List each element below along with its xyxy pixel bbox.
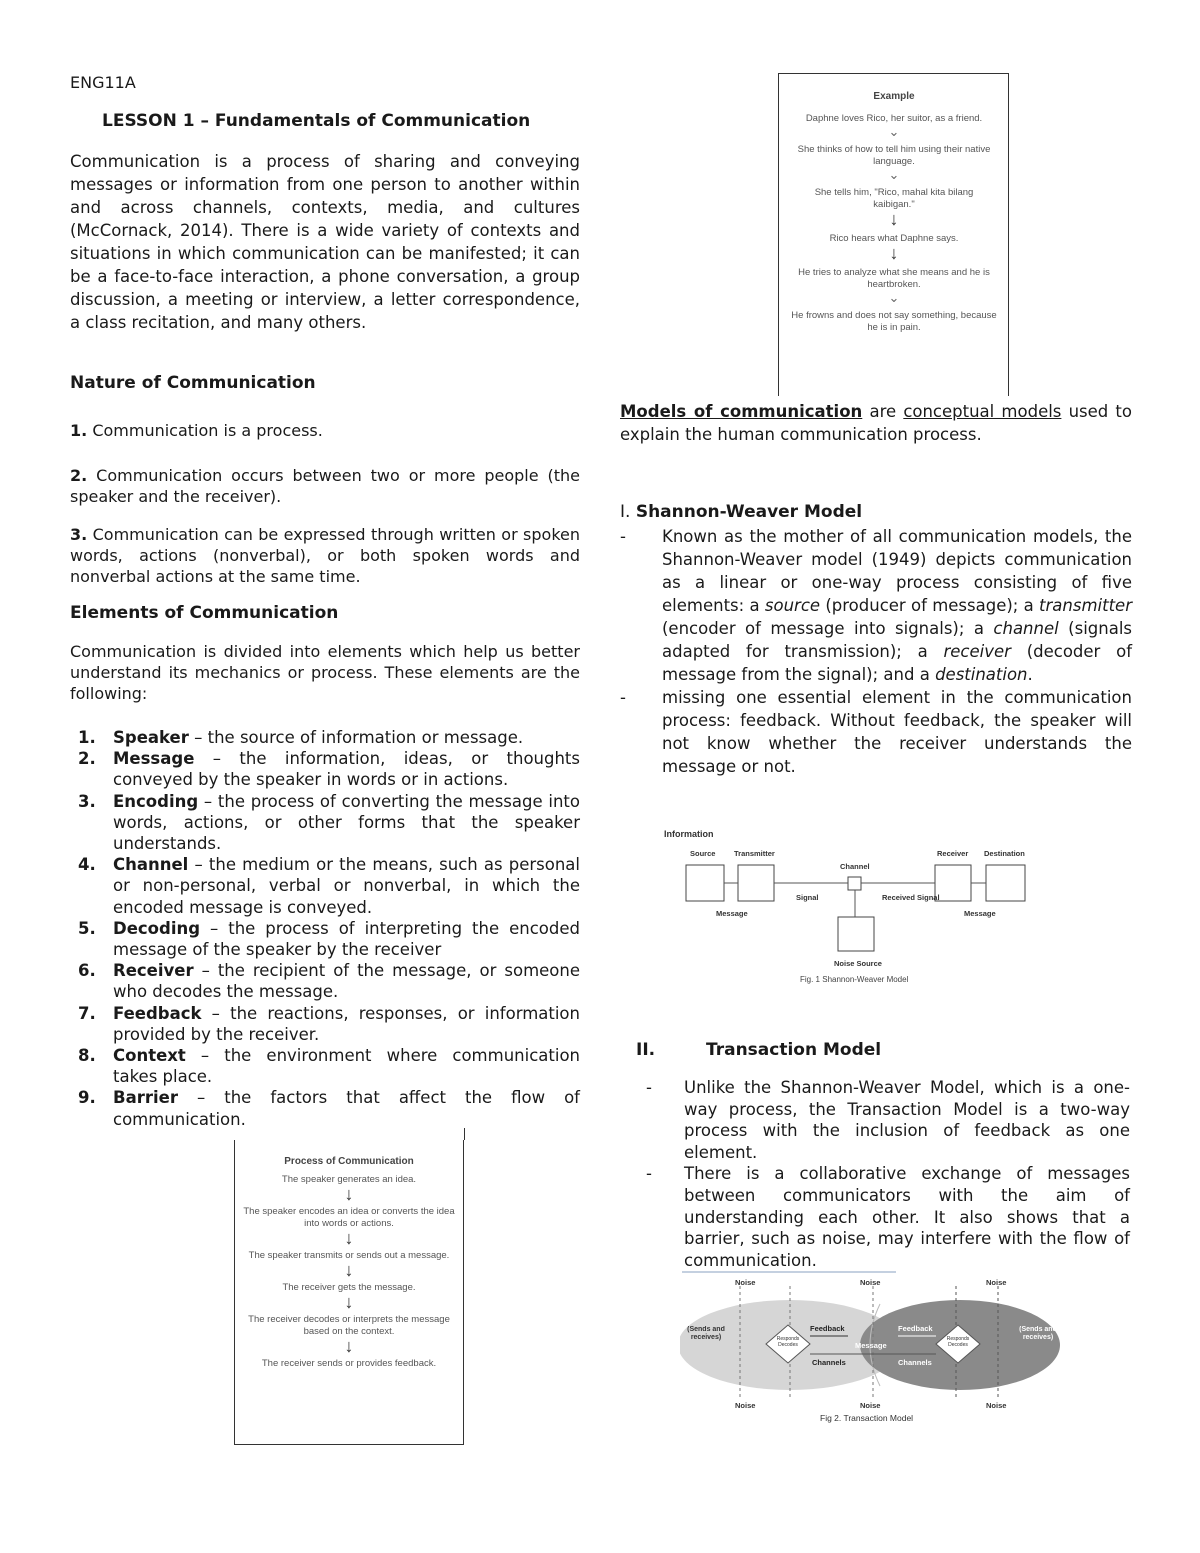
example-step: Rico hears what Daphne says. <box>829 233 959 244</box>
noise-source-label: Noise Source <box>834 959 882 968</box>
nature-item-1: 1. Communication is a process. <box>70 421 323 440</box>
transaction-bullet: - Unlike the Shannon-Weaver Model, which is a one-way process, the Transaction Model is a two-way process with the inclusion of feedback as one element. <box>646 1078 1130 1162</box>
nature-heading: Nature of Communication <box>70 373 316 393</box>
figure-border <box>1008 74 1009 396</box>
transmitter-label: Transmitter <box>734 849 775 858</box>
element-item: 5. Decoding – the process of interpreting the encoded message of the speaker by the receiver <box>78 918 580 960</box>
transmitter-box <box>738 865 774 901</box>
feedback-label-right: Feedback <box>898 1324 933 1333</box>
channel-box <box>848 877 861 890</box>
process-title: Process of Communication <box>284 1156 414 1167</box>
process-step: The speaker generates an idea. <box>281 1174 417 1185</box>
arrow-down-icon: ↓ <box>344 1260 354 1280</box>
lesson-title: LESSON 1 – Fundamentals of Communication <box>102 111 531 131</box>
element-item: 1. Speaker – the source of information or message. <box>78 728 524 747</box>
arrow-down-icon: ↓ <box>889 209 899 229</box>
example-step: Daphne loves Rico, her suitor, as a friend. <box>805 113 983 124</box>
channels-label-left: Channels <box>812 1358 846 1367</box>
element-item: 7. Feedback – the reactions, responses, or information provided by the receiver. <box>78 1003 580 1044</box>
diamond-label-left: Responds Decodes <box>776 1336 800 1348</box>
chevron-down-icon: ⌄ <box>888 124 900 139</box>
process-figure <box>234 1140 464 1445</box>
source-label: Source <box>690 849 716 858</box>
arrow-down-icon: ↓ <box>344 1336 354 1356</box>
information-label: Information <box>664 829 714 839</box>
noise-label: Noise <box>735 1278 756 1287</box>
element-item: 9. Barrier – the factors that affect the flow of communication. <box>78 1088 580 1129</box>
receiver-label: Receiver <box>937 849 969 858</box>
noise-label: Noise <box>860 1401 881 1410</box>
intro-paragraph: Communication is a process of sharing and conveying messages or information from one person to another within and across channels, contexts, media, and cultures (McCornack, 2014). There is a wide variety of contexts and situations in which communication can be manifested; it can be a face-to-face interaction, a phone conversation, a group discussion, a meeting or interview, a letter correspondence, a class recitation, and many others. <box>70 152 580 332</box>
example-step: He frowns and does not say something, because he is in pain. <box>791 310 997 333</box>
transaction-heading: II. Transaction Model <box>636 1040 882 1060</box>
process-step: The receiver sends or provides feedback. <box>261 1358 437 1369</box>
elements-intro: Communication is divided into elements which help us better understand its mechanics or process. These elements are the following: <box>70 642 580 703</box>
arrow-down-icon: ↓ <box>344 1228 354 1248</box>
shannon-heading: I. Shannon-Weaver Model <box>620 502 863 522</box>
models-definition: Models of communication are conceptual models used to explain the human communication process. <box>620 402 1132 444</box>
message-label: Message <box>855 1341 887 1350</box>
message-label-right: Message <box>964 909 996 918</box>
fig1-caption: Fig. 1 Shannon-Weaver Model <box>800 975 909 984</box>
example-flow <box>779 74 1009 334</box>
receiver-box <box>935 865 971 901</box>
signal-label: Signal <box>796 893 819 902</box>
example-step: She thinks of how to tell him using their native language. <box>797 144 991 167</box>
process-flow <box>235 1140 463 1370</box>
chevron-down-icon: ⌄ <box>888 290 900 305</box>
process-step: The receiver gets the message. <box>282 1282 416 1293</box>
arrow-down-icon: ↓ <box>344 1292 354 1312</box>
channel-label: Channel <box>840 862 870 871</box>
noise-source-box <box>838 917 874 951</box>
arrow-down-icon: ↓ <box>344 1184 354 1204</box>
chevron-down-icon: ⌄ <box>888 167 900 182</box>
feedback-label-left: Feedback <box>810 1324 845 1333</box>
transaction-diagram <box>680 1270 1064 1430</box>
noise-label: Noise <box>735 1401 756 1410</box>
course-code: ENG11A <box>70 73 136 92</box>
nature-item-3: 3. Communication can be expressed through written or spoken words, actions (nonverbal), or both spoken words and nonverbal actions at the same time. <box>70 525 581 586</box>
destination-label: Destination <box>984 849 1025 858</box>
element-item: 2. Message – the information, ideas, or thoughts conveyed by the speaker in words or in actions. <box>78 749 580 790</box>
sends-receives-right: (Sends and receives) <box>1019 1326 1057 1341</box>
received-signal-label: Received Signal <box>882 893 940 902</box>
figure-border <box>460 1128 465 1140</box>
source-box <box>686 865 724 901</box>
element-item: 8. Context – the environment where communication takes place. <box>78 1046 580 1087</box>
process-step: The speaker encodes an idea or converts the idea into words or actions. <box>243 1206 455 1229</box>
element-item: 4. Channel – the medium or the means, such as personal or non-personal, verbal or nonverbal, in which the encoded message is conveyed. <box>78 855 580 917</box>
destination-box <box>986 865 1025 901</box>
transaction-bullet: - There is a collaborative exchange of messages between communicators with the aim of understanding each other. It also shows that a barrier, such as noise, may interfere with the flow of communication. <box>646 1164 1130 1270</box>
shannon-bullet: - Known as the mother of all communication models, the Shannon-Weaver model (1949) depicts communication as a linear or one-way process consisting of five elements: a source (producer of message); a transmitter (encoder of message into signals); a channel (signals adapted for transmission); a receiver (decoder of message from the signal); and a destination. <box>620 527 1133 684</box>
process-step: The receiver decodes or interprets the message based on the context. <box>248 1314 450 1337</box>
elements-list <box>70 727 580 1130</box>
element-item: 6. Receiver – the recipient of the message, or someone who decodes the message. <box>78 961 580 1002</box>
noise-label: Noise <box>860 1278 881 1287</box>
noise-label: Noise <box>986 1401 1007 1410</box>
example-step: She tells him, "Rico, mahal kita bilang kaibigan." <box>814 187 974 210</box>
sends-receives-left: (Sends and receives) <box>687 1326 725 1341</box>
example-step: He tries to analyze what she means and he is heartbroken. <box>798 267 990 290</box>
shannon-bullets <box>620 525 1132 778</box>
message-label-left: Message <box>716 909 748 918</box>
arrow-down-icon: ↓ <box>889 243 899 263</box>
shannon-bullet: - missing one essential element in the communication process: feedback. Without feedback, the speaker will not know whether the receiver understands the message or not. <box>620 688 1132 776</box>
example-figure <box>778 73 1009 396</box>
process-step: The speaker transmits or sends out a message. <box>248 1250 450 1261</box>
channels-label-right: Channels <box>898 1358 932 1367</box>
example-title: Example <box>873 91 915 102</box>
diamond-label-right: Responds Decodes <box>946 1336 970 1348</box>
nature-item-2: 2. Communication occurs between two or more people (the speaker and the receiver). <box>70 466 580 506</box>
fig2-caption: Fig 2. Transaction Model <box>820 1413 914 1423</box>
elements-heading: Elements of Communication <box>70 603 339 623</box>
noise-label: Noise <box>986 1278 1007 1287</box>
element-item: 3. Encoding – the process of converting the message into words, actions, or other forms that the speaker understands. <box>78 791 580 854</box>
transaction-bullets <box>646 1077 1130 1271</box>
shannon-weaver-diagram <box>662 825 1034 990</box>
